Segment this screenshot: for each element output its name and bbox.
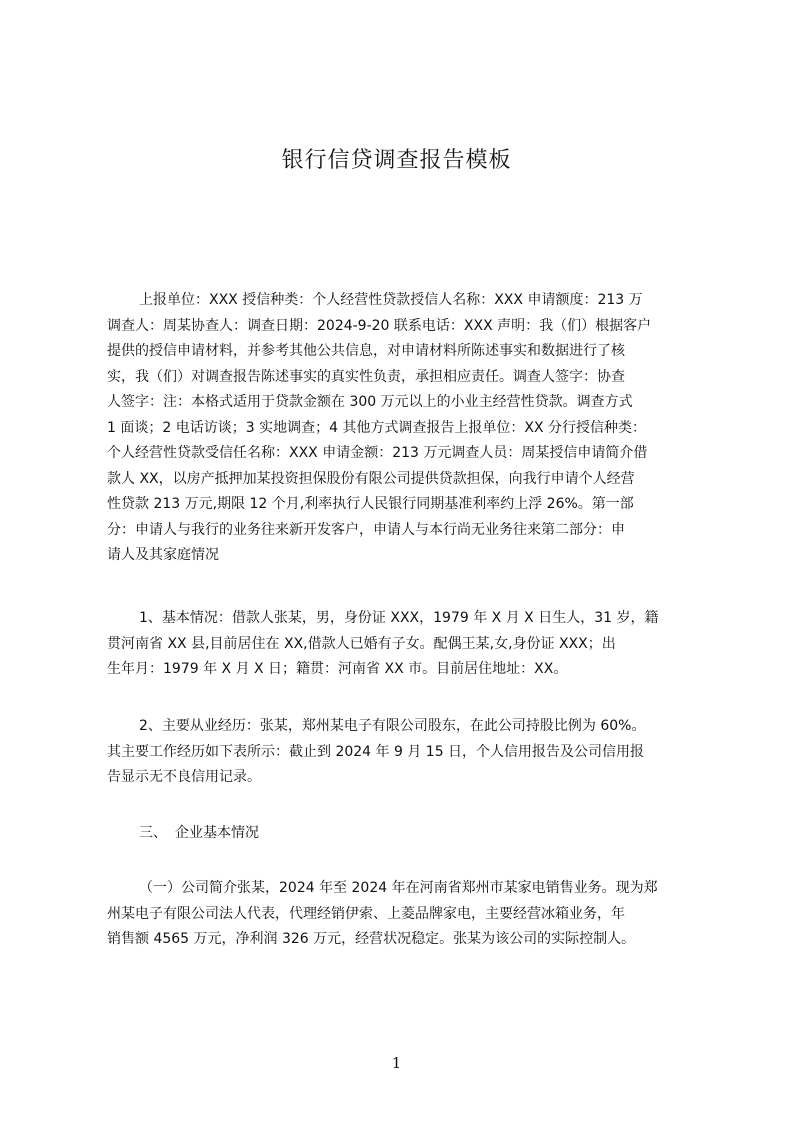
text-line: 请人及其家庭情况 [107,547,219,563]
text-line: 贯河南省 XX 县,目前居住在 XX,借款人已婚有子女。配偶王某,女,身份证 XXX；出 [107,635,616,652]
text-line: 提供的授信申请材料，并参考其他公共信息，对申请材料所陈述事实和数据进行了核 [107,343,625,359]
company-profile-paragraph [107,876,699,953]
text-line: 性贷款 213 万元,期限 12 个月,利率执行人民银行同期基准利率约上浮 26%。第一部 [107,496,634,512]
text-line: 个人经营性贷款受信任名称：XXX 申请金额：213 万元调查人员：周某授信申请简介借 [107,445,648,461]
text-line: 上报单位：XXX 授信种类：个人经营性贷款授信人名称：XXX 申请额度：213 万 [139,292,643,308]
work-history-paragraph [107,714,699,791]
text-line: 人签字：注：本格式适用于贷款金额在 300 万元以上的小业主经营性贷款。调查方式 [107,394,633,410]
section-number: 三、 [139,825,167,841]
page-number: 1 [391,1054,402,1072]
text-line: 州某电子有限公司法人代表，代理经销伊索、上菱品牌家电，主要经营冰箱业务，年 [107,905,625,922]
text-line: 款人 XX，以房产抵押加某投资担保股份有限公司提供贷款担保，向我行申请个人经营 [107,470,635,487]
text-line: 2、主要从业经历：张某，郑州某电子有限公司股东，在此公司持股比例为 60%。 [139,718,646,734]
section-heading [139,821,259,847]
text-line: 其主要工作经历如下表所示：截止到 2024 年 9 月 15 日，个人信用报告及公司信用报 [107,743,645,760]
text-line: 1、基本情况：借款人张某，男，身份证 XXX，1979 年 X 月 X 日生人，31 岁，籍 [139,610,659,626]
text-line: 销售额 4565 万元，净利润 326 万元，经营状况稳定。张某为该公司的实际控制人。 [107,931,636,947]
text-line: 调查人：周某协查人：调查日期：2024-9-20 联系电话：XXX 声明：我（们）根据客户 [107,317,652,334]
intro-paragraph [107,288,699,569]
text-line: （一）公司简介张某，2024 年至 2024 年在河南省郑州市某家电销售业务。现为郑 [139,880,658,896]
text-line: 1 面谈；2 电话访谈；3 实地调查；4 其他方式调查报告上报单位：XX 分行授信种类： [107,419,647,436]
text-line: 分：申请人与我行的业务往来新开发客户，申请人与本行尚无业务往来第二部分：申 [107,521,625,538]
document-title: 银行信贷调查报告模板 [281,148,512,173]
text-line: 告显示无不良信用记录。 [107,769,261,785]
basic-info-paragraph [107,606,699,683]
text-line: 实，我（们）对调查报告陈述事实的真实性负责，承担相应责任。调查人签字：协查 [107,368,625,385]
text-line: 生年月：1979 年 X 月 X 日；籍贯：河南省 XX 市。目前居住地址：XX。 [107,661,568,677]
section-title: 企业基本情况 [175,825,259,841]
